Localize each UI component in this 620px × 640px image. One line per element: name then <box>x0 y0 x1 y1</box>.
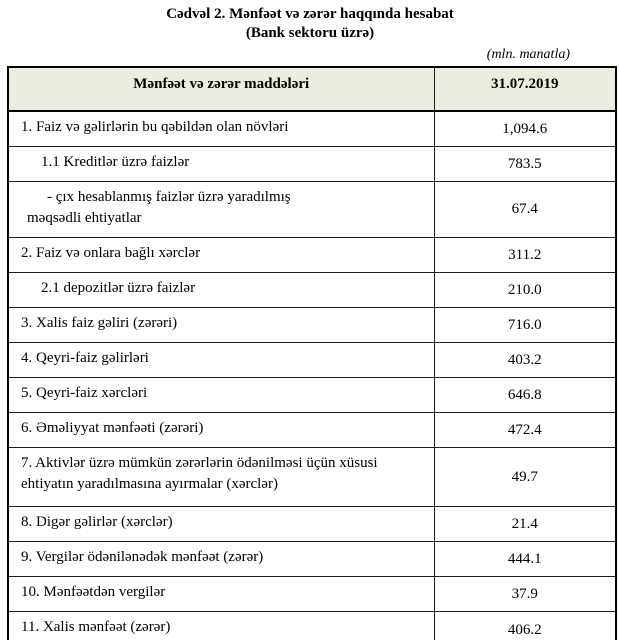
header-label-cell: Mənfəət və zərər maddələri <box>8 67 434 111</box>
row-value: 1,094.6 <box>434 111 616 147</box>
row-label: 3. Xalis faiz gəliri (zərəri) <box>8 308 434 343</box>
row-label-line-1: 7. Aktivlər üzrə mümkün zərərlərin ödənilməsi üçün xüsusi <box>21 455 378 471</box>
profit-loss-table <box>7 66 617 640</box>
table-row <box>8 273 616 308</box>
table-row <box>8 612 616 640</box>
row-value: 49.7 <box>434 448 616 507</box>
row-label: 2.1 depozitlər üzrə faizlər <box>8 273 434 308</box>
row-label: 1. Faiz və gəlirlərin bu qəbildən olan növləri <box>8 111 434 147</box>
row-label-line-2: ehtiyatın yaradılmasına ayırmalar (xərclər) <box>21 476 278 492</box>
row-label: 10. Mənfəətdən vergilər <box>8 577 434 612</box>
table-row <box>8 448 616 507</box>
row-value: 37.9 <box>434 577 616 612</box>
row-label <box>8 448 434 507</box>
header-date-cell: 31.07.2019 <box>434 67 616 111</box>
table-row <box>8 238 616 273</box>
table-row <box>8 577 616 612</box>
row-label: 4. Qeyri-faiz gəlirləri <box>8 343 434 378</box>
row-label <box>8 182 434 238</box>
row-value: 311.2 <box>434 238 616 273</box>
row-label: 2. Faiz və onlara bağlı xərclər <box>8 238 434 273</box>
row-value: 67.4 <box>434 182 616 238</box>
table-row <box>8 413 616 448</box>
row-label: 9. Vergilər ödənilənədək mənfəət (zərər) <box>8 542 434 577</box>
document-title <box>0 5 620 43</box>
table-row <box>8 343 616 378</box>
row-value: 21.4 <box>434 507 616 542</box>
row-value: 403.2 <box>434 343 616 378</box>
row-label: 11. Xalis mənfəət (zərər) <box>8 612 434 640</box>
row-value: 210.0 <box>434 273 616 308</box>
table-row <box>8 111 616 147</box>
row-value: 646.8 <box>434 378 616 413</box>
row-label: 8. Digər gəlirlər (xərclər) <box>8 507 434 542</box>
row-value: 472.4 <box>434 413 616 448</box>
row-label: 5. Qeyri-faiz xərcləri <box>8 378 434 413</box>
title-line-2: (Bank sektoru üzrə) <box>245 25 375 41</box>
row-label: 6. Əməliyyat mənfəəti (zərəri) <box>8 413 434 448</box>
row-value: 406.2 <box>434 612 616 640</box>
table-row <box>8 507 616 542</box>
row-value: 716.0 <box>434 308 616 343</box>
table-header-row <box>8 67 616 111</box>
table-row <box>8 308 616 343</box>
row-value: 783.5 <box>434 147 616 182</box>
row-label-line-1: - çıx hesablanmış faizlər üzrə yaradılmış <box>47 189 291 205</box>
table-row <box>8 147 616 182</box>
table-row <box>8 378 616 413</box>
title-line-1: Cədvəl 2. Mənfəət və zərər haqqında hesabat <box>166 6 454 22</box>
table-row <box>8 542 616 577</box>
row-label-line-2: məqsədli ehtiyatlar <box>27 210 142 226</box>
row-value: 444.1 <box>434 542 616 577</box>
table-row <box>8 182 616 238</box>
row-label: 1.1 Kreditlər üzrə faizlər <box>8 147 434 182</box>
unit-note: (mln. manatla) <box>486 47 570 62</box>
